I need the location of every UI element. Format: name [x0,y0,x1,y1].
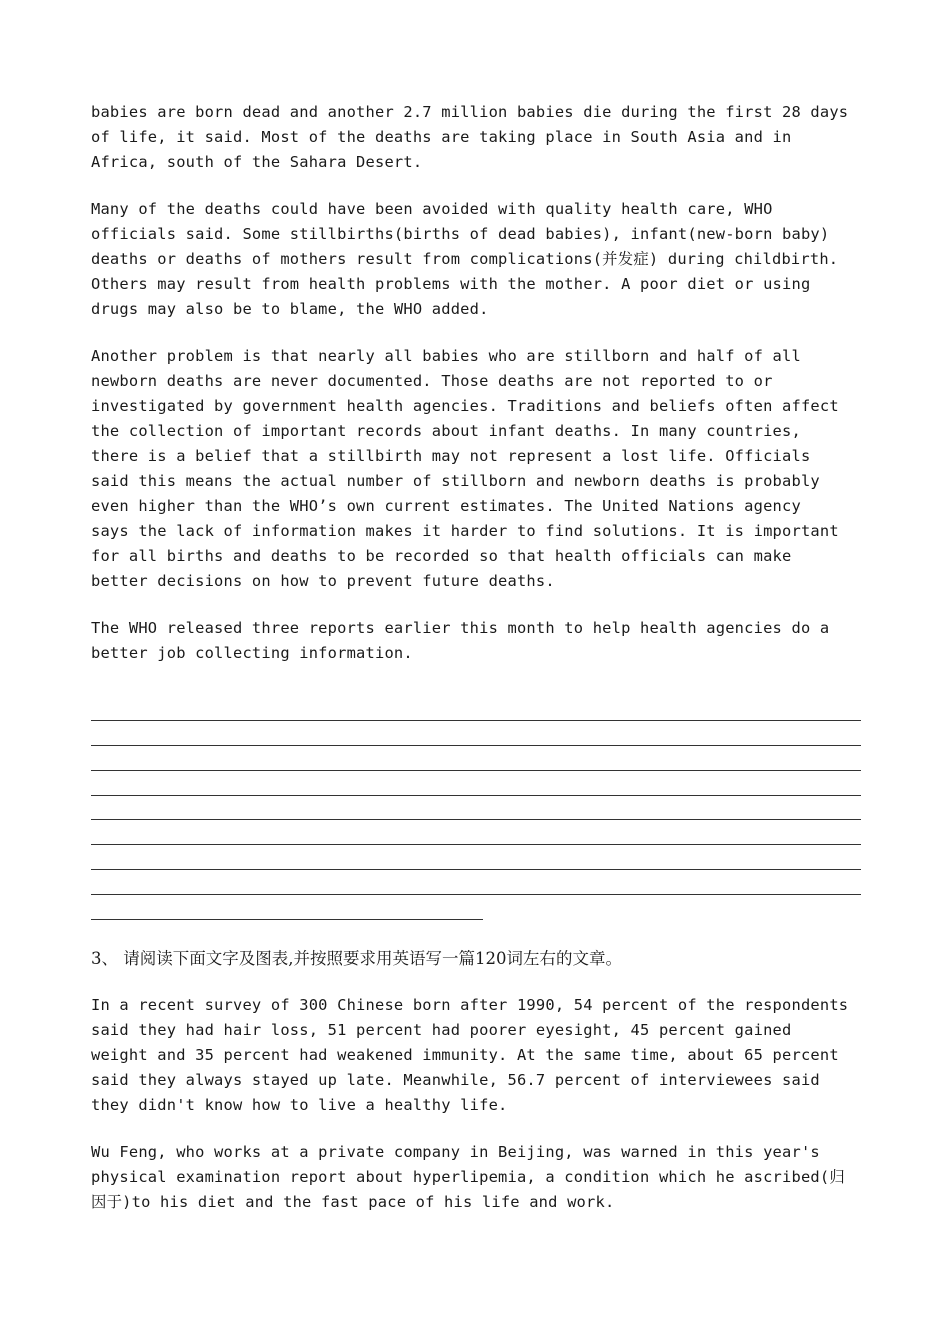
passage-paragraph-2: Many of the deaths could have been avoided with quality health care, WHO officials said. Some stillbirths(births of dead babies), infant(new-born baby) deaths or deaths of mothers result from complications(并发症) during childbirth. Others may result from health problems with the mother. A poor diet or using drugs may also be to blame, the WHO added. [91,200,839,318]
task-3-paragraph-2: Wu Feng, who works at a private company in Beijing, was warned in this year's physical examination report about hyperlipemia, a condition which he ascribed(归 因于)to his diet and the fast pace of his life and work. [91,1143,845,1212]
passage-paragraph-3: Another problem is that nearly all babies who are stillborn and half of all newborn deaths are never documented. Those deaths are not reported to or investigated by government health agencies. Traditions and beliefs often affect the collection of important records about infant deaths. In many countries, there is a belief that a stillbirth may not represent a lost life. Officials said this means the actual number of stillborn and newborn deaths is probably even higher than the WHO’s own current estimates. The United Nations agency says the lack of information makes it harder to find solutions. It is important for all births and deaths to be recorded so that health officials can make better decisions on how to prevent future deaths. [91,347,839,590]
answer-line[interactable] [91,696,861,721]
answer-line[interactable] [91,796,861,821]
answer-line[interactable] [91,721,861,746]
answer-line[interactable] [91,870,861,895]
task-3-instruction: 3、 请阅读下面文字及图表,并按照要求用英语写一篇120词左右的文章。 [91,949,622,969]
answer-line[interactable] [91,820,861,845]
answer-line[interactable] [91,746,861,771]
answer-line-last[interactable] [91,895,483,920]
answer-line[interactable] [91,845,861,870]
answer-lines [91,696,861,920]
task-3-paragraph-1: In a recent survey of 300 Chinese born after 1990, 54 percent of the respondents said they had hair loss, 51 percent had poorer eyesight, 45 percent gained weight and 35 percent had weakened immunity. At the same time, about 65 percent said they always stayed up late. Meanwhile, 56.7 percent of interviewees said they didn't know how to live a healthy life. [91,996,849,1115]
passage-paragraph-1: babies are born dead and another 2.7 million babies die during the first 28 days of life, it said. Most of the deaths are taking place in South Asia and in Africa, south of the Sahara Desert. [91,103,849,171]
passage-paragraph-4: The WHO released three reports earlier this month to help health agencies do a better job collecting information. [91,619,830,662]
answer-line[interactable] [91,771,861,796]
document-page [91,100,861,1215]
